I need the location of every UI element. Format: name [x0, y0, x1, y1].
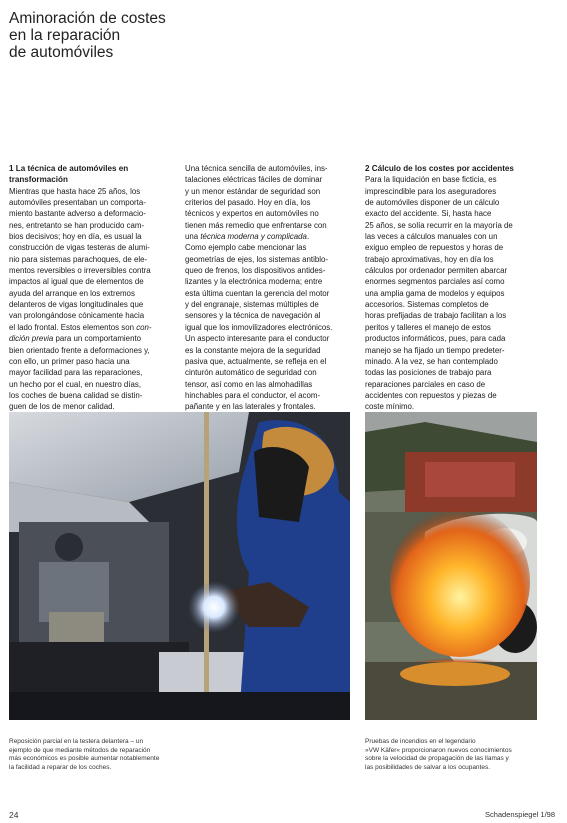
welding-illustration	[9, 412, 350, 720]
page-number: 24	[9, 810, 19, 820]
title-line-2: en la reparación	[9, 27, 121, 44]
title-line-3: de automóviles	[9, 44, 114, 61]
section-1-body: Mientras que hasta hace 25 años, los automóviles presentaban un comporta- miento bastante adverso a deformacio- nes, entretanto se han producido cam- bios decisivos; hoy en día, es usual la construcción de vigas testeras de alumi- nio para sistemas parachoques, de ele- mentos reversibles o irreversibles contra impactos al igual que de elementos de ayuda del arranque en los extremos delanteros de vigas longitudinales que van prolongándose cónicamente hacia el lado frontal. Estos elementos son con- dición previa para un comportamiento bien orientado frente a deformaciones y, con ello, un primer paso hacia una mayor facilidad para las reparaciones, un hecho por el cual, en nuestro días, los coches de buena calidad se distin- guen de los de menor calidad.	[9, 186, 152, 412]
section-3-body: Para la liquidación en base ficticia, es imprescindible para los aseguradores de automóviles disponer de un cálculo exacto del accidente. Si, hasta hace 25 años, se solía recurrir en la mayoría de las veces a cálculos manuales con un exiguo empleo de repuestos y horas de trabajo aproximativas, hoy en día los cálculos por ordenador permiten abarcar enormes segmentos parciales así como una amplia gama de modelos y equipos accesorios. Sistemas completos de horas prefijadas de trabajo facilitan a los peritos y talleres el manejo de estos productos informáticos, pues, para cada manejo se ha fijado un tiempo predeter- minado. A la vez, se han contemplado todas las posiciones de trabajo para reparaciones parciales en caso de accidentes con repuestos y piezas de coste mínimo.	[365, 175, 513, 412]
section-2-heading: 2 Cálculo de los costes por accidentes	[365, 164, 514, 173]
column-3	[365, 163, 537, 413]
italic-text: con-	[136, 322, 152, 332]
title-line-1: Aminoración de costes	[9, 10, 166, 27]
article-title	[9, 10, 269, 61]
section-1-heading: 1 La técnica de automóviles en transformación	[9, 164, 129, 185]
welding-photo	[9, 412, 350, 720]
italic-text: dición previa	[9, 334, 54, 344]
journal-issue: Schadenspiegel 1/98	[484, 810, 555, 819]
fire-test-photo	[365, 412, 537, 720]
car-fire-illustration	[365, 412, 537, 720]
caption-welding: Reposición parcial en la testera delantera – un ejemplo de que mediante métodos de reparación más económicos es posible aumentar notablemente la facilidad a reparar de los coches.	[9, 738, 160, 771]
column-1	[9, 163, 177, 413]
caption-fire-test: Pruebas de incendios en el legendario »VW Käfer« proporcionaron nuevos conocimientos sobre la velocidad de propagación de las llamas y las posibilidades de salvar a los ocupantes.	[365, 738, 512, 771]
column-2	[185, 163, 355, 413]
italic-text: técnica moderna y complicada	[200, 232, 307, 242]
section-2-body: Una técnica sencilla de automóviles, ins- talaciones eléctricas fáciles de dominar y un menor estándar de seguridad son criterios del pasado. Hoy en día, los técnicos y expertos en automóviles no tienen más remedio que enfrentarse con una técnica moderna y complicada. Como ejemplo cabe mencionar las geometrías de ejes, los sistemas antiblo- queo de frenos, los dispositivos antides- lizantes y la electrónica moderna; entre esta última cuentan la gerencia del motor y del engranaje, sistemas múltiples de sensores y la técnica de navegación al igual que los inmovilizadores electrónicos. Un aspecto interesante para el conductor es la constante mejora de la seguridad pasiva que, actualmente, se refleja en el cinturón automático de seguridad con tensor, así como en las almohadillas hinchables para el conductor, el acom- pañante y en las laterales y frontales.	[185, 164, 333, 412]
